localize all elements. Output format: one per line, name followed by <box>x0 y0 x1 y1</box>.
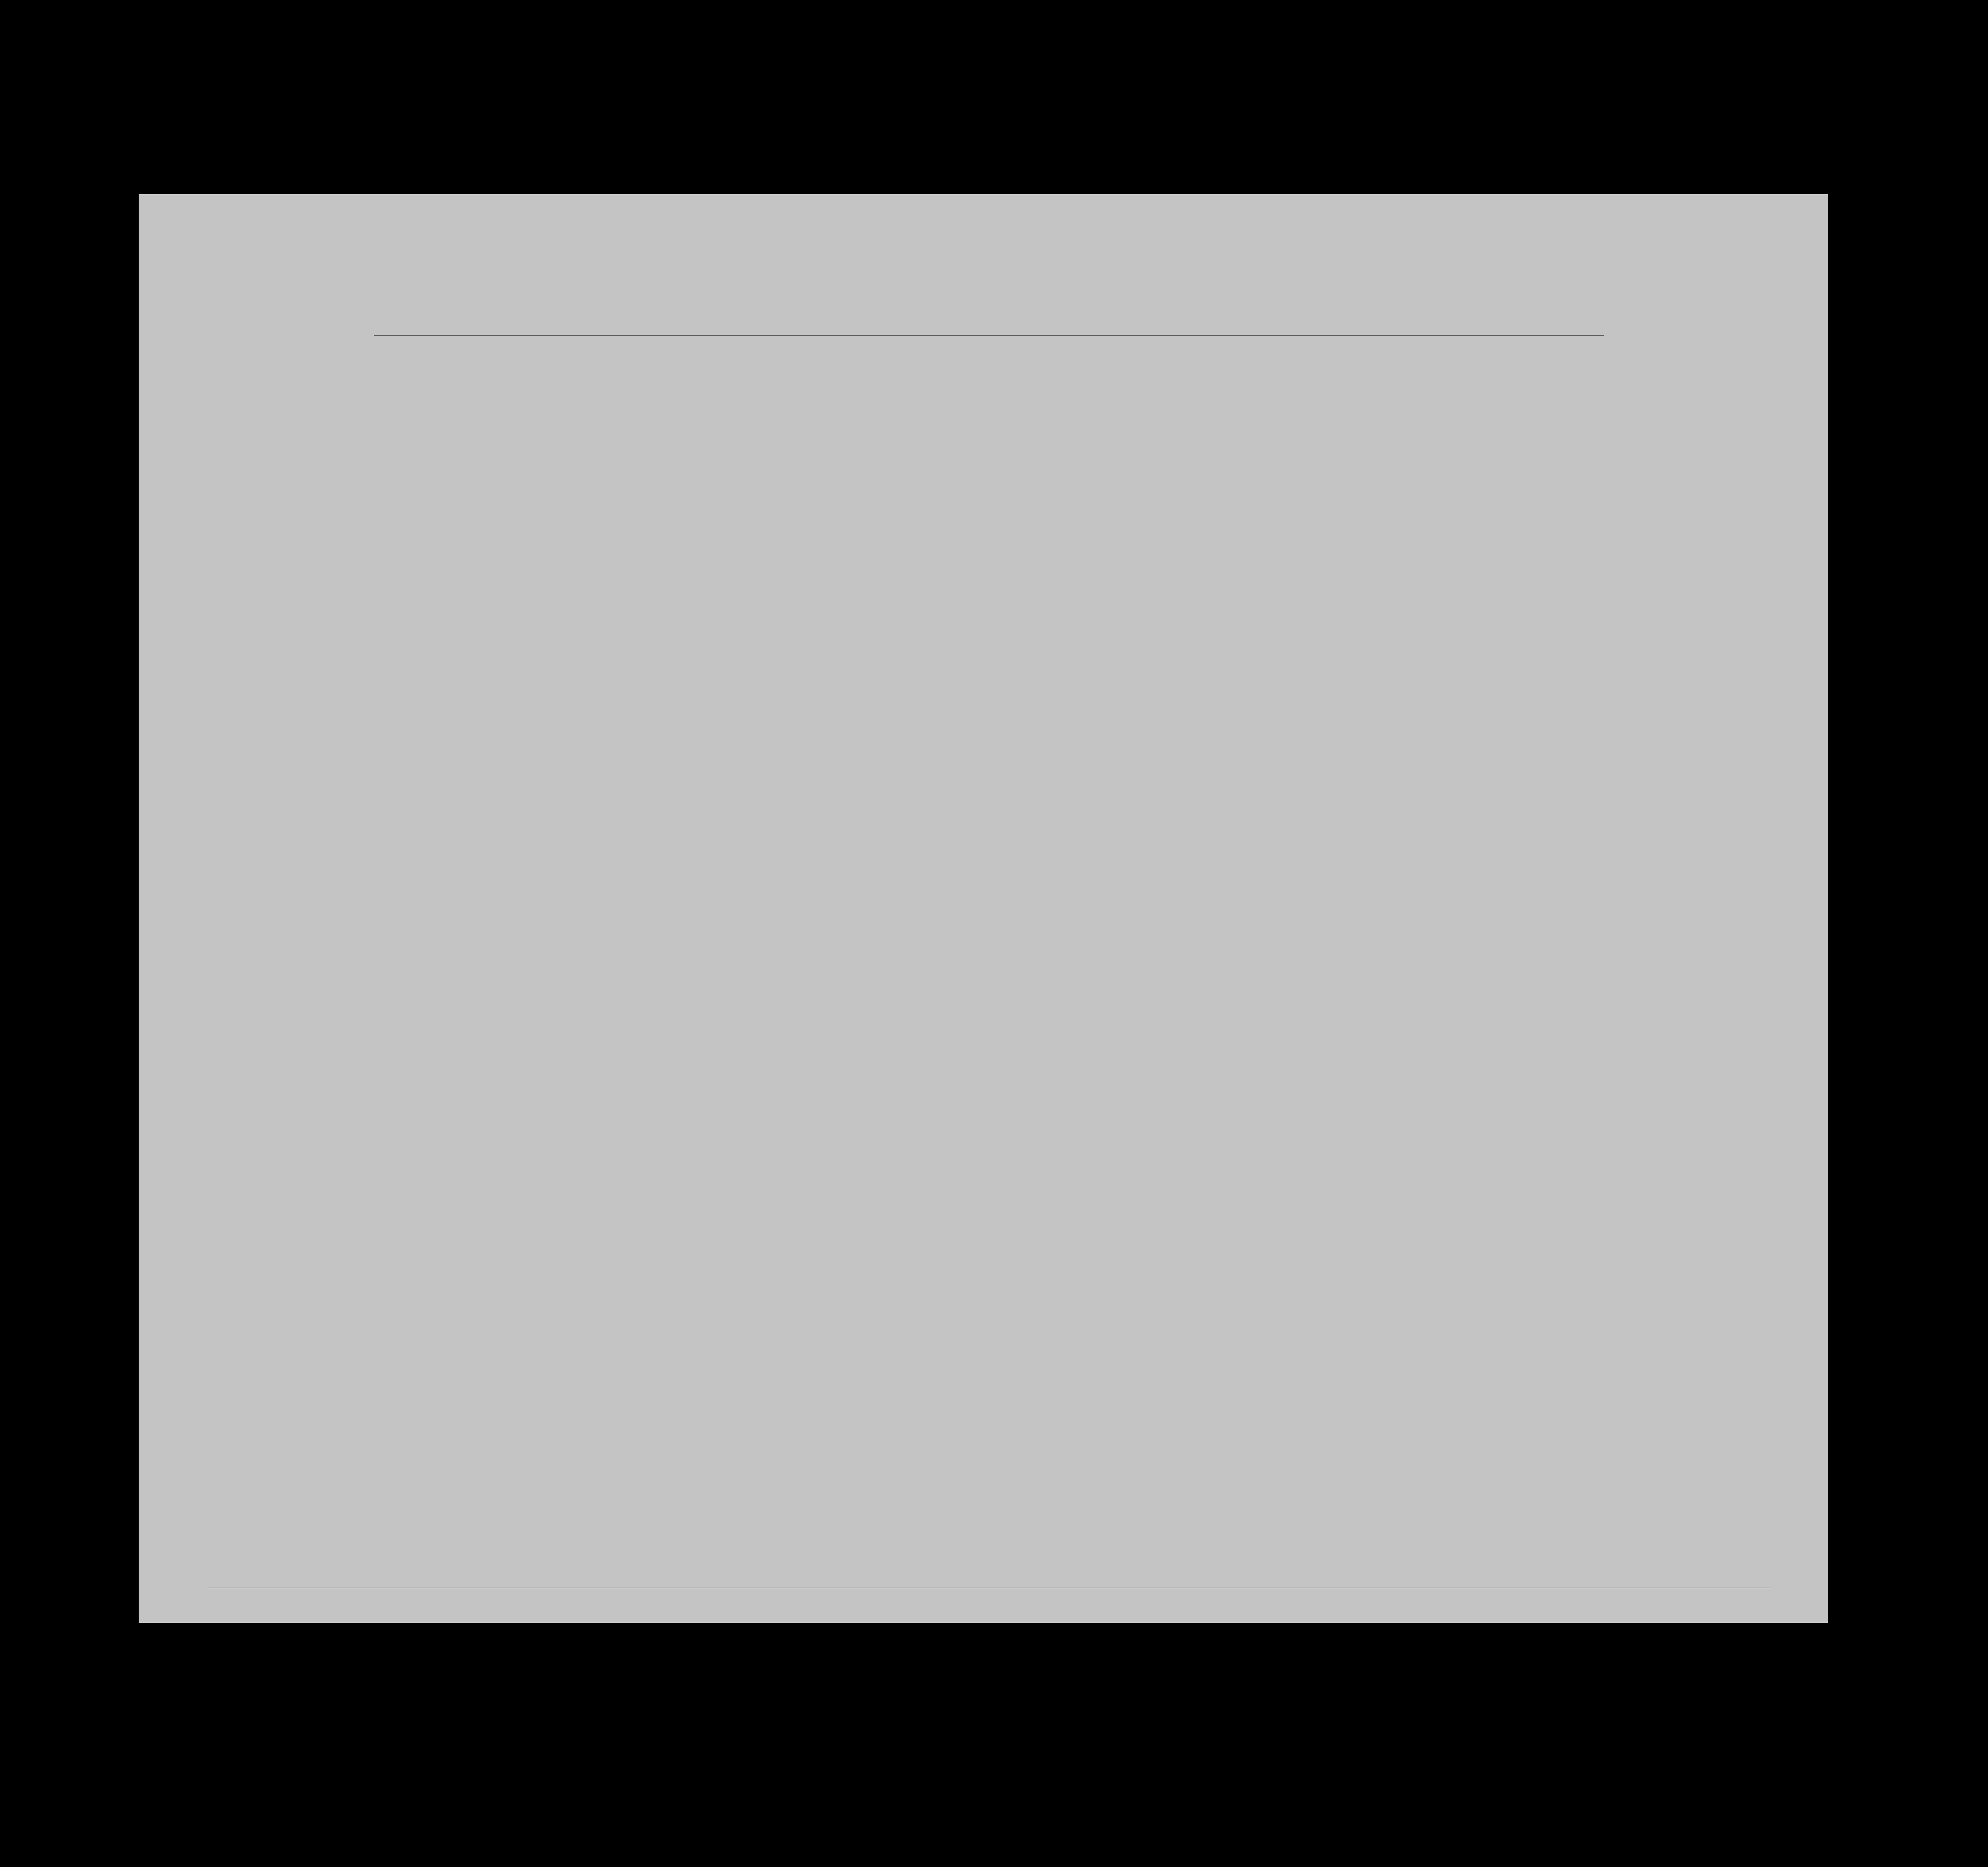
manifest-sheet <box>139 194 1828 1623</box>
